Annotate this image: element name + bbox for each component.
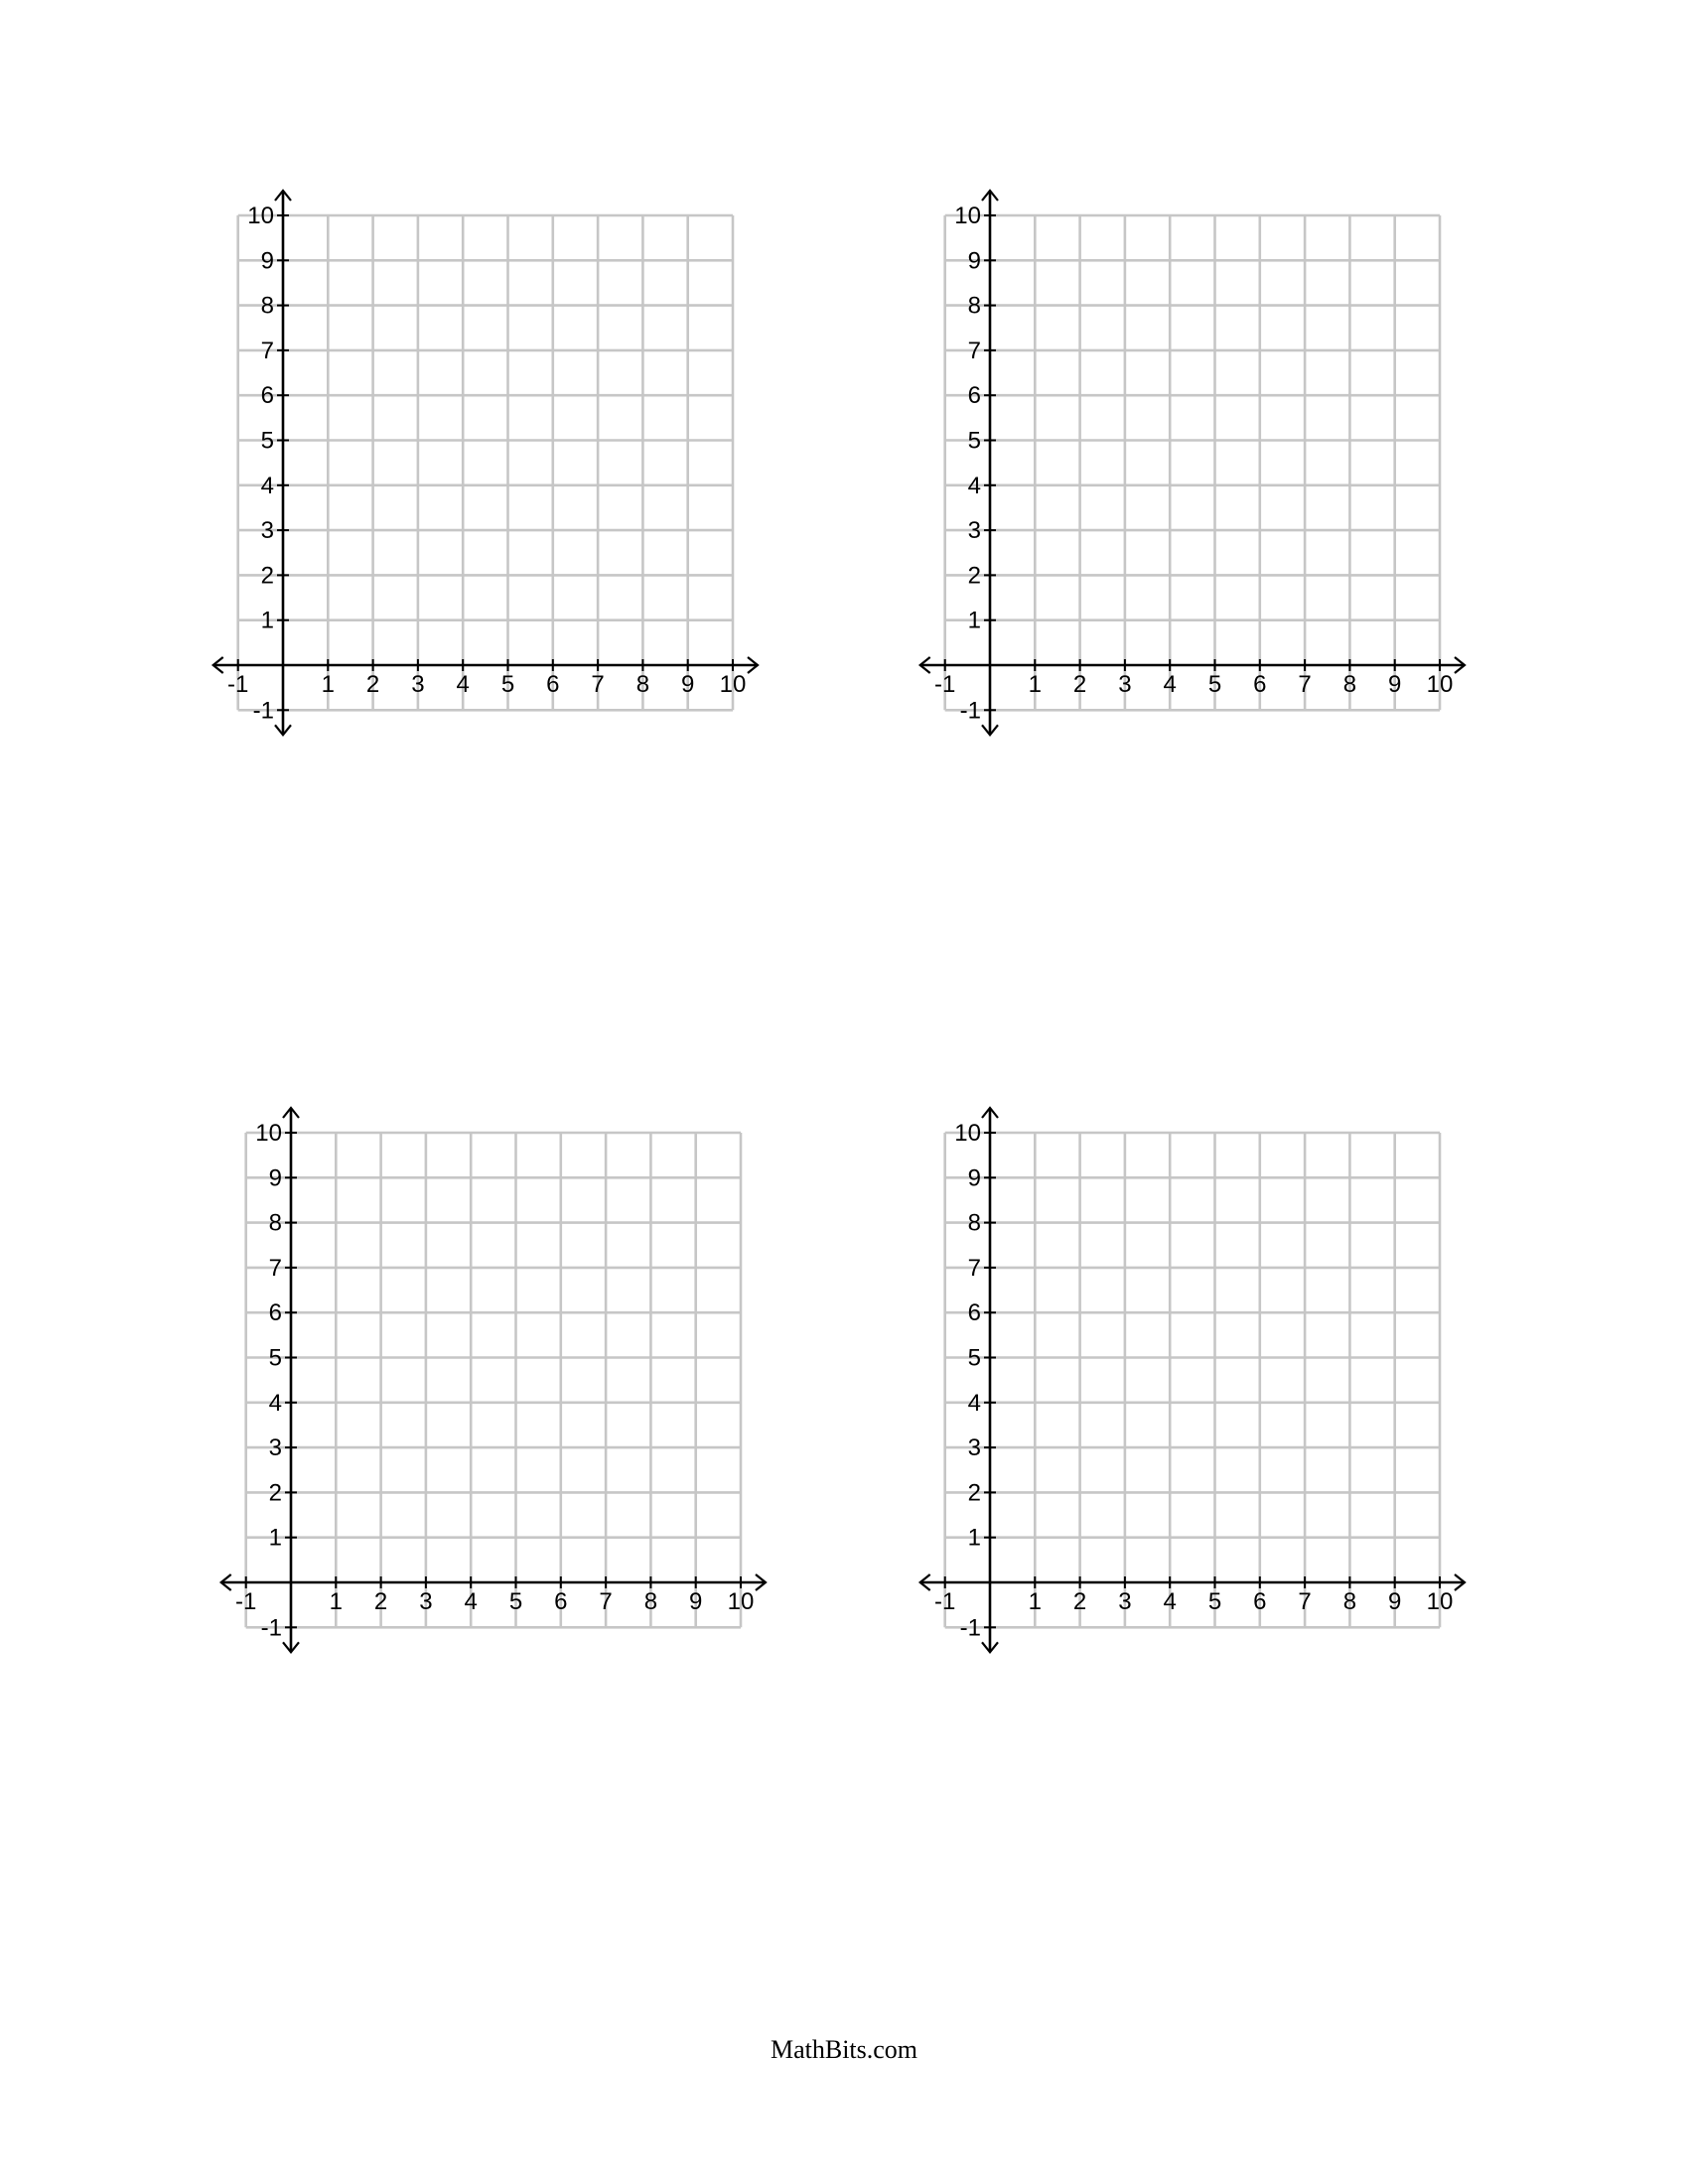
- y-tick-label: 6: [967, 382, 981, 410]
- y-tick-label: -1: [959, 1614, 981, 1642]
- y-tick-label: 4: [967, 1389, 981, 1417]
- y-tick-label: 4: [967, 472, 981, 499]
- x-tick-label: 6: [546, 671, 560, 698]
- y-tick-label: -1: [260, 1614, 282, 1642]
- x-tick-label: 3: [1118, 1588, 1132, 1615]
- y-tick-label: 9: [967, 1164, 981, 1192]
- y-tick-label: 7: [967, 337, 981, 364]
- y-tick-label: 2: [967, 562, 981, 590]
- x-tick-label: 9: [1388, 1588, 1402, 1615]
- y-tick-label: 10: [954, 203, 981, 229]
- y-tick-label: 10: [954, 1120, 981, 1147]
- y-tick-label: 10: [247, 203, 274, 229]
- x-tick-label: 2: [1072, 671, 1087, 698]
- x-tick-label: 7: [1298, 1588, 1312, 1615]
- y-tick-label: 8: [268, 1209, 282, 1237]
- y-tick-label: 7: [268, 1254, 282, 1282]
- y-tick-label: 2: [260, 562, 274, 590]
- x-tick-label: 10: [727, 1588, 755, 1615]
- x-tick-label: 3: [1118, 671, 1132, 698]
- y-tick-label: 1: [967, 1524, 981, 1552]
- y-tick-label: 4: [260, 472, 274, 499]
- x-tick-label: 1: [1028, 1588, 1042, 1615]
- x-tick-label: 7: [599, 1588, 613, 1615]
- x-tick-label: 10: [1426, 1588, 1454, 1615]
- y-tick-label: 5: [967, 1344, 981, 1372]
- y-tick-label: 2: [967, 1479, 981, 1507]
- y-tick-label: 8: [967, 1209, 981, 1237]
- x-tick-label: 2: [365, 671, 380, 698]
- y-tick-label: 8: [967, 292, 981, 320]
- y-tick-label: 9: [260, 247, 274, 275]
- x-tick-label: 5: [508, 1588, 523, 1615]
- coordinate-grid-bottom-right: [906, 1096, 1501, 1672]
- x-tick-label: 8: [635, 671, 650, 698]
- x-tick-label: 6: [554, 1588, 568, 1615]
- y-tick-label: 3: [260, 517, 274, 545]
- x-tick-label: -1: [934, 671, 956, 698]
- x-tick-label: 4: [456, 671, 470, 698]
- y-tick-label: 1: [967, 607, 981, 634]
- y-tick-label: 9: [967, 247, 981, 275]
- x-tick-label: 8: [1342, 671, 1357, 698]
- y-tick-label: 8: [260, 292, 274, 320]
- y-tick-label: 7: [260, 337, 274, 364]
- y-tick-label: -1: [959, 697, 981, 725]
- y-tick-label: 10: [255, 1120, 282, 1147]
- y-tick-label: 4: [268, 1389, 282, 1417]
- y-tick-label: 5: [260, 427, 274, 455]
- x-tick-label: 3: [419, 1588, 433, 1615]
- x-tick-label: 4: [464, 1588, 478, 1615]
- x-tick-label: 1: [1028, 671, 1042, 698]
- x-tick-label: 5: [1207, 1588, 1222, 1615]
- x-tick-label: 7: [1298, 671, 1312, 698]
- x-tick-label: 5: [1207, 671, 1222, 698]
- x-tick-label: -1: [934, 1588, 956, 1615]
- x-tick-label: 2: [1072, 1588, 1087, 1615]
- x-tick-label: 2: [373, 1588, 388, 1615]
- x-tick-label: 9: [1388, 671, 1402, 698]
- coordinate-grid-bottom-left: [207, 1096, 802, 1672]
- footer-source-text: MathBits.com: [770, 2035, 918, 2064]
- y-tick-label: 6: [268, 1299, 282, 1327]
- y-tick-label: 6: [967, 1299, 981, 1327]
- x-tick-label: 5: [500, 671, 515, 698]
- y-tick-label: 3: [268, 1434, 282, 1462]
- y-tick-label: 3: [967, 1434, 981, 1462]
- y-tick-label: -1: [252, 697, 274, 725]
- x-tick-label: 9: [689, 1588, 703, 1615]
- y-tick-label: 1: [260, 607, 274, 634]
- x-tick-label: -1: [227, 671, 249, 698]
- coordinate-grid-top-right: [906, 179, 1501, 754]
- x-tick-label: 6: [1253, 1588, 1267, 1615]
- x-tick-label: 8: [1342, 1588, 1357, 1615]
- y-tick-label: 6: [260, 382, 274, 410]
- x-tick-label: 10: [719, 671, 747, 698]
- x-tick-label: 6: [1253, 671, 1267, 698]
- y-tick-label: 2: [268, 1479, 282, 1507]
- x-tick-label: 9: [681, 671, 695, 698]
- x-tick-label: 4: [1163, 671, 1177, 698]
- y-tick-label: 9: [268, 1164, 282, 1192]
- x-tick-label: 10: [1426, 671, 1454, 698]
- x-tick-label: 1: [329, 1588, 343, 1615]
- y-tick-label: 5: [268, 1344, 282, 1372]
- y-tick-label: 5: [967, 427, 981, 455]
- x-tick-label: 8: [643, 1588, 658, 1615]
- x-tick-label: 7: [591, 671, 605, 698]
- y-tick-label: 3: [967, 517, 981, 545]
- x-tick-label: 4: [1163, 1588, 1177, 1615]
- y-tick-label: 7: [967, 1254, 981, 1282]
- coordinate-grid-top-left: [199, 179, 794, 754]
- x-tick-label: 3: [411, 671, 425, 698]
- y-tick-label: 1: [268, 1524, 282, 1552]
- x-tick-label: -1: [235, 1588, 257, 1615]
- x-tick-label: 1: [321, 671, 335, 698]
